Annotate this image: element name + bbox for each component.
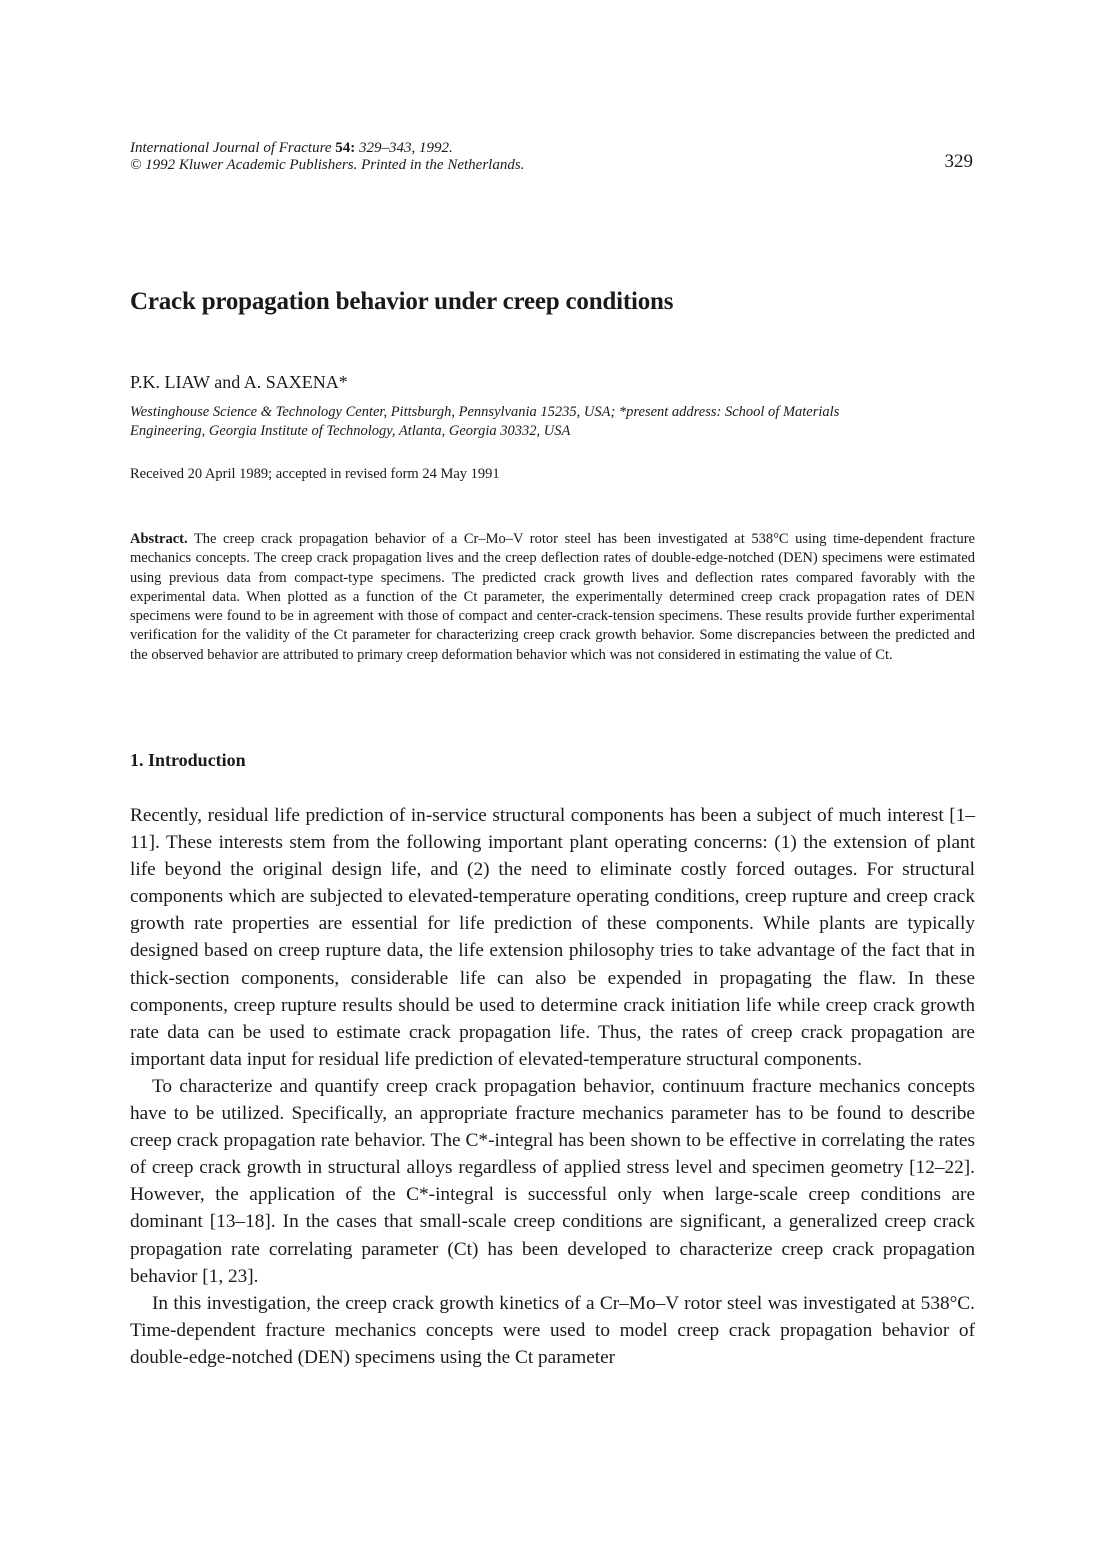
abstract <box>130 530 975 665</box>
paragraph: In this investigation, the creep crack growth kinetics of a Cr–Mo–V rotor steel was investigated at 538°C. Time-dependent fracture mechanics concepts were used to model creep crack propagation behavior of double-edge-notched (DEN) specimens using the Ct parameter <box>130 1292 975 1368</box>
section-heading: 1. Introduction <box>130 750 246 770</box>
page-number: 329 <box>944 151 973 172</box>
abstract-text: The creep crack propagation behavior of a Cr–Mo–V rotor steel has been investigated at 538°C using time-dependent fracture mechanics concepts. The creep crack propagation lives and the creep deflection rates of double-edge-notched (DEN) specimens were estimated using previous data from compact-type specimens. The predicted crack growth lives and deflection rates compared favorably with the experimental data. When plotted as a function of the Ct parameter, the experimentally determined creep crack propagation rates of DEN specimens were found to be in agreement with those of compact and center-crack-tension specimens. These results provide further experimental verification for the validity of the Ct parameter for characterizing creep crack growth behavior. Some discrepancies between the predicted and the observed behavior are attributed to primary creep deformation behavior which was not considered in estimating the value of Ct. <box>130 531 975 663</box>
journal-citation <box>130 140 524 157</box>
journal-pages-year: 329–343, 1992. <box>359 140 453 156</box>
journal-volume: 54: <box>335 140 356 156</box>
affiliation-line-2: Engineering, Georgia Institute of Technology, Atlanta, Georgia 30332, USA <box>130 423 571 439</box>
journal-name: International Journal of Fracture <box>130 140 332 156</box>
copyright-line: © 1992 Kluwer Academic Publishers. Printed in the Netherlands. <box>130 157 525 173</box>
author-list: P.K. LIAW and A. SAXENA* <box>130 372 348 392</box>
paragraph: To characterize and quantify creep crack propagation behavior, continuum fracture mechanics concepts have to be utilized. Specifically, an appropriate fracture mechanics parameter has to be found to describe creep crack propagation rate behavior. The C*-integral has been shown to be effective in correlating the rates of creep crack growth in structural alloys regardless of applied stress level and specimen geometry [12–22]. However, the application of the C*-integral is successful only when large-scale creep conditions are dominant [13–18]. In the cases that small-scale creep conditions are significant, a generalized creep crack propagation rate correlating parameter (Ct) has been developed to characterize creep crack propagation behavior [1, 23]. <box>130 1075 975 1287</box>
received-date: Received 20 April 1989; accepted in revised form 24 May 1991 <box>130 466 500 482</box>
affiliation-line-1: Westinghouse Science & Technology Center, Pittsburgh, Pennsylvania 15235, USA; *present address: School of Materials <box>130 404 840 420</box>
abstract-label: Abstract. <box>130 531 188 547</box>
journal-header <box>130 140 524 174</box>
body-text <box>130 802 975 1371</box>
affiliation <box>130 403 975 441</box>
paper-title: Crack propagation behavior under creep conditions <box>130 288 674 315</box>
paragraph: Recently, residual life prediction of in-service structural components has been a subject of much interest [1–11]. These interests stem from the following important plant operating concerns: (1) the extension of plant life beyond the original design life, and (2) the need to eliminate costly forced outages. For structural components which are subjected to elevated-temperature operating conditions, creep rupture and creep crack growth rate properties are essential for life prediction of these components. While plants are typically designed based on creep rupture data, the life extension philosophy tries to take advantage of the fact that in thick-section components, considerable life can also be expended in propagating the flaw. In these components, creep rupture results should be used to determine crack initiation life while creep crack growth rate data can be used to estimate crack propagation life. Thus, the rates of creep crack propagation are important data input for residual life prediction of elevated-temperature structural components. <box>130 805 975 1070</box>
